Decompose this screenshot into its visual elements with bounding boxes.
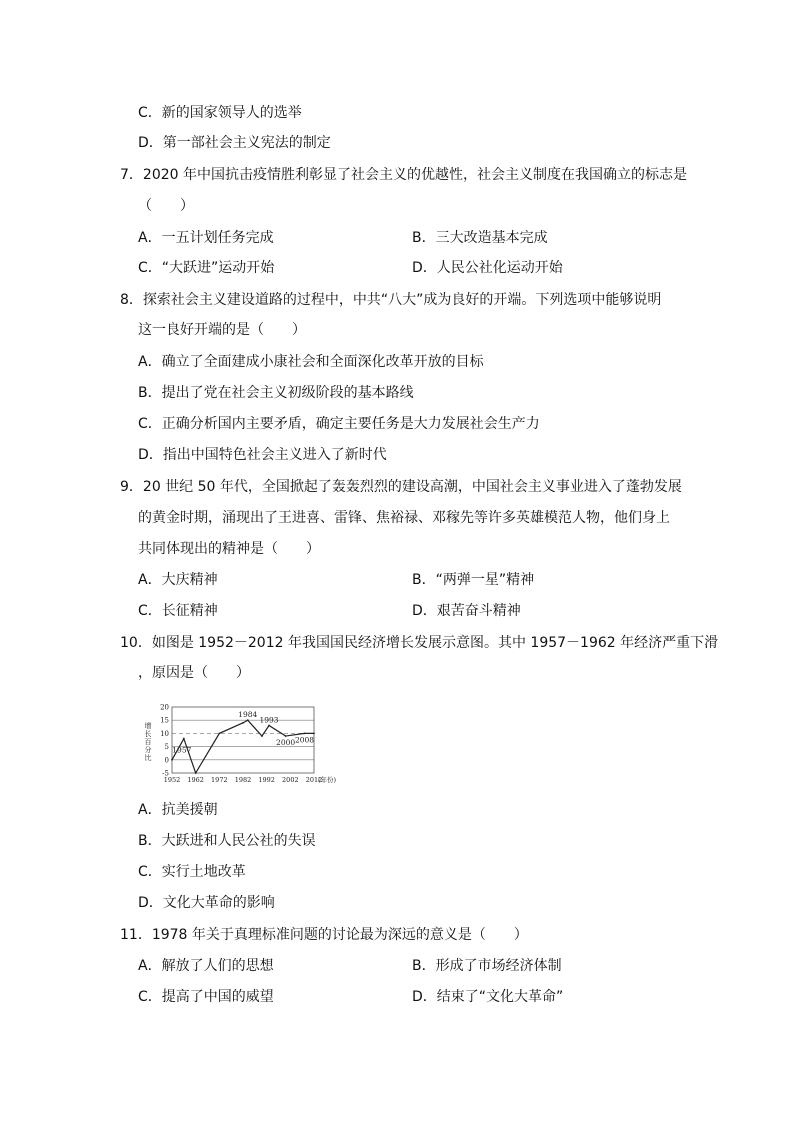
x-tick-label: 1982 [234,776,252,784]
q11-option-c: C．提高了中国的威望 [138,989,274,1005]
q10-option-a: A．抗美援朝 [138,802,218,818]
annotation-label: 2000 [276,738,296,748]
x-axis-unit-label: (年份) [318,776,337,784]
data-point [268,725,270,727]
annotation-group [172,710,314,754]
q10-option-b: B．大跃进和人民公社的失误 [138,833,316,849]
q7-option-a: A．一五计划任务完成 [138,230,274,246]
data-point [183,738,185,740]
y-axis-label-group [145,721,152,762]
data-point [247,719,249,721]
q11-option-a: A．解放了人们的思想 [138,958,274,974]
annotation-label: 2008 [294,735,315,745]
q9-stem-cont-2: 共同体现出的精神是（ ） [138,541,320,557]
y-tick-label: 20 [160,703,169,712]
q6-option-d: D．第一部社会主义宪法的制定 [138,135,331,151]
q8-option-b: B．提出了党在社会主义初级阶段的基本路线 [138,385,414,401]
q9-option-d: D．艰苦奋斗精神 [412,603,521,619]
q10-option-d: D．文化大革命的影响 [138,895,275,911]
y-tick-label: 5 [164,743,169,752]
q9-option-c: C．长征精神 [138,603,218,619]
q7-option-d: D．人民公社化运动开始 [412,260,563,276]
q11-stem: 11．1978 年关于真理标准问题的讨论最为深远的意义是（ ） [120,927,528,943]
data-point [171,759,173,761]
y-tick-label: 15 [160,716,169,725]
q9-option-b: B．“两弹一星”精神 [412,572,535,588]
x-tick-label: 1962 [187,776,204,784]
y-tick-label: -5 [162,769,169,778]
data-point [304,733,306,735]
x-tick-group [164,775,337,784]
y-tick-label: 10 [160,729,169,738]
data-point [285,735,287,737]
q8-option-a: A．确立了全面建成小康社会和全面深化改革开放的目标 [138,354,484,370]
q11-option-d: D．结束了“文化大革命” [412,989,564,1005]
y-tick-group [160,704,169,778]
economic-growth-chart [138,700,338,784]
y-axis-label-char: 长 [144,730,152,738]
q10-stem-cont: ，原因是（ ） [138,665,250,681]
x-tick-label: 1952 [163,776,181,784]
y-tick-label: 0 [164,756,169,765]
x-tick-label: 1972 [211,776,228,784]
data-point [218,733,220,735]
q11-option-b: B．形成了市场经济体制 [412,958,562,974]
x-tick-label: 1992 [258,776,275,784]
data-point [242,722,244,724]
x-tick-label: 2012 [305,776,323,784]
annotation-label: 1984 [238,710,258,720]
q10-stem: 10．如图是 1952－2012 年我国国民经济增长发展示意图。其中 1957－1962 年经济严重下滑 [120,635,719,651]
q9-stem-cont-1: 的黄金时期，涌现出了王进喜、雷锋、焦裕禄、邓稼先等许多英雄模范人物，他们身上 [138,510,670,526]
data-point [261,735,263,737]
q6-option-c: C．新的国家领导人的选举 [138,105,302,121]
data-point [195,772,197,774]
q9-option-a: A．大庆精神 [138,572,218,588]
q8-option-c: C．正确分析国内主要矛盾，确定主要任务是大力发展社会生产力 [138,416,540,432]
x-tick-label: 2002 [282,776,299,784]
data-point [313,733,315,735]
q7-stem-blank: （ ） [138,198,194,214]
annotation-label: 1993 [259,715,279,725]
q8-stem-cont: 这一良好开端的是（ ） [138,322,306,338]
y-axis-label-char: 增 [144,722,152,730]
y-axis-label-char: 百 [144,738,152,746]
y-axis-label-char: 比 [144,754,152,762]
annotation-label: 1957 [172,745,192,755]
q10-option-c: C．实行土地改革 [138,864,246,880]
y-axis-label-char: 分 [144,746,152,754]
q8-option-d: D．指出中国特色社会主义进入了新时代 [138,447,387,463]
q7-option-b: B．三大改造基本完成 [412,230,548,246]
q8-stem: 8．探索社会主义建设道路的过程中，中共“八大”成为良好的开端。下列选项中能够说明 [120,292,662,308]
q9-stem: 9．20 世纪 50 年代，全国掀起了轰轰烈烈的建设高潮，中国社会主义事业进入了蓬勃发展 [120,479,682,495]
q7-stem: 7．2020 年中国抗击疫情胜利彰显了社会主义的优越性，社会主义制度在我国确立的标志是 [120,167,687,183]
q7-option-c: C．“大跃进”运动开始 [138,260,275,276]
